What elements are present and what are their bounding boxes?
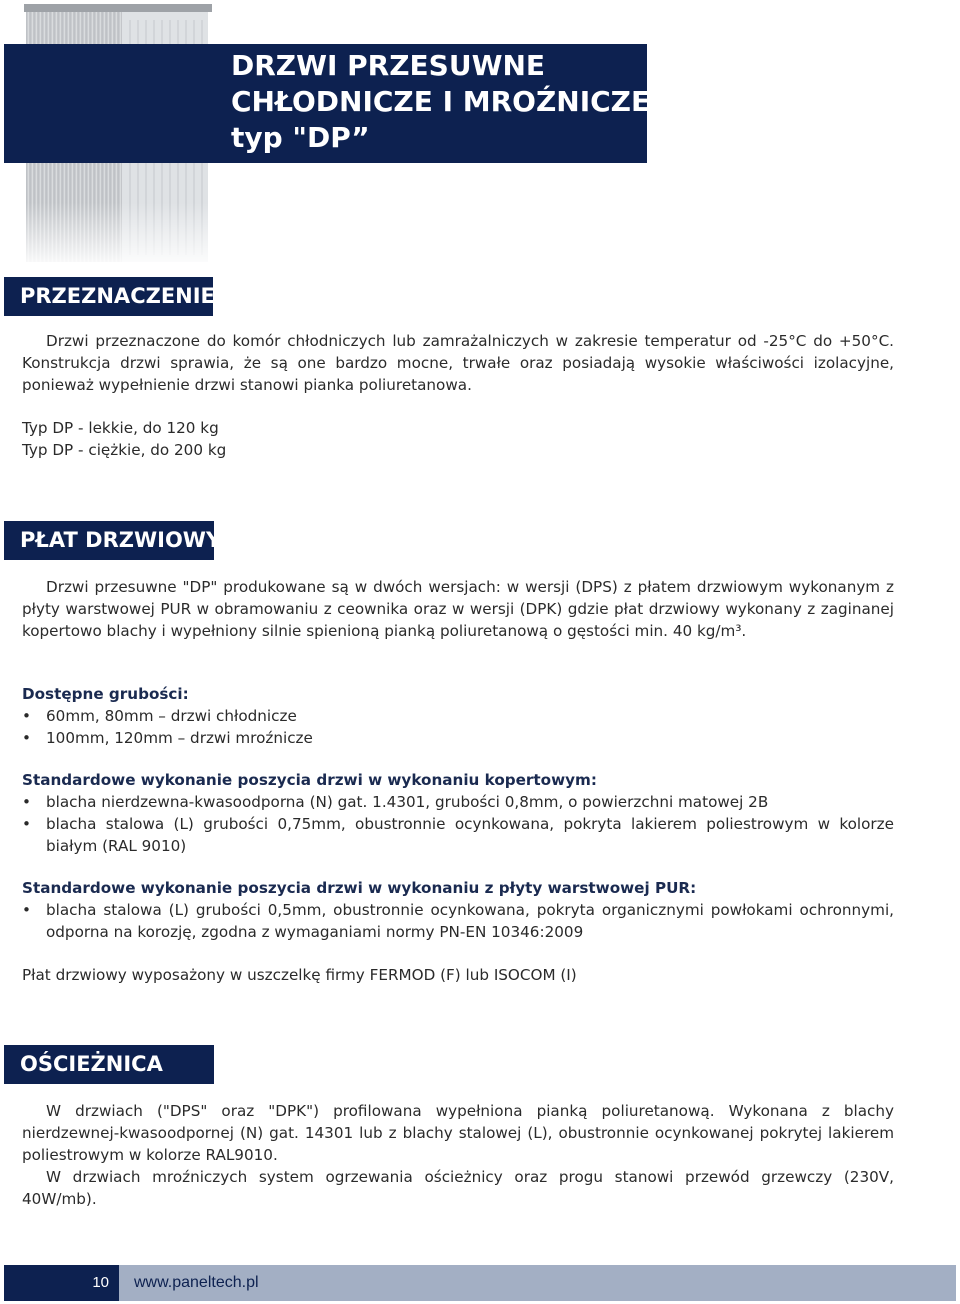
type-light-text: Typ DP - lekkie, do 120 kg: [22, 419, 219, 437]
frame-paragraph-1: W drzwiach ("DPS" oraz "DPK") profilowana wypełniona pianką poliuretanową. Wykonana z blachy nierdzewnej-kwasoodpornej (N) gat. 14301 lub z blachy stalowej (L), obustronnie ocynkowanej pokrytej lakierem poliestrowym w kolorze RAL9010.: [22, 1102, 894, 1164]
bullet-icon: •: [22, 707, 31, 725]
purpose-paragraph: Drzwi przeznaczone do komór chłodniczych lub zamrażalniczych w zakresie temperatur od -25°C do +50°C. Konstrukcja drzwi sprawia, że są one bardzo mocne, trwałe oraz posiadają wysokie właściwości izolacyjne, ponieważ wypełnienie drzwi stanowi pianka poliuretanowa.: [22, 332, 894, 394]
list-item: • blacha stalowa (L) grubości 0,75mm, obustronnie ocynkowana, pokryta lakierem poliestrowym w kolorze białym (RAL 9010): [22, 815, 894, 855]
section-heading-frame: OŚCIEŻNICA: [4, 1045, 214, 1084]
page-number: 10: [4, 1265, 119, 1301]
website-link[interactable]: www.paneltech.pl: [134, 1274, 259, 1291]
thickness-list: [22, 705, 894, 749]
type-heavy-text: Typ DP - ciężkie, do 200 kg: [22, 441, 227, 459]
bullet-icon: •: [22, 729, 31, 747]
thickness-heading: Dostępne grubości:: [22, 685, 189, 703]
panel-heading: Standardowe wykonanie poszycia drzwi w wykonaniu z płyty warstwowej PUR:: [22, 879, 697, 897]
title-line-2: CHŁODNICZE I MROŹNICZE: [231, 85, 651, 118]
title-line-1: DRZWI PRZESUWNE: [231, 49, 546, 82]
bullet-icon: •: [22, 901, 31, 919]
list-item: • 60mm, 80mm – drzwi chłodnicze: [22, 707, 297, 725]
envelope-heading: Standardowe wykonanie poszycia drzwi w wykonaniu kopertowym:: [22, 771, 597, 789]
list-item: • 100mm, 120mm – drzwi mroźnicze: [22, 729, 313, 747]
section-heading-door-leaf: PŁAT DRZWIOWY: [4, 521, 214, 560]
envelope-list: [22, 791, 894, 857]
title-line-3: typ "DP”: [231, 121, 370, 154]
bullet-icon: •: [22, 815, 31, 833]
gasket-note: Płat drzwiowy wyposażony w uszczelkę firmy FERMOD (F) lub ISOCOM (I): [22, 966, 577, 984]
list-item: • blacha stalowa (L) grubości 0,5mm, obustronnie ocynkowana, pokryta organicznymi powłokami ochronnymi, odporna na korozję, zgodna z wymaganiami normy PN-EN 10346:2009: [22, 901, 894, 941]
bullet-icon: •: [22, 793, 31, 811]
panel-list: [22, 899, 894, 943]
list-item: • blacha nierdzewna-kwasoodporna (N) gat. 1.4301, grubości 0,8mm, o powierzchni matowej 2B: [22, 793, 769, 811]
door-leaf-paragraph: Drzwi przesuwne "DP" produkowane są w dwóch wersjach: w wersji (DPS) z płatem drzwiowym wykonanym z płyty warstwowej PUR w obramowaniu z ceownika oraz w wersji (DPK) gdzie płat drzwiowy wykonany z zaginanej kopertowo blachy i wypełniony silnie spienioną pianką poliuretanową o gęstości min. 40 kg/m³.: [22, 578, 894, 640]
frame-paragraph-2: W drzwiach mroźniczych system ogrzewania ościeżnicy oraz progu stanowi przewód grzewczy (230V, 40W/mb).: [22, 1168, 894, 1208]
section-heading-purpose: PRZEZNACZENIE: [4, 277, 213, 316]
